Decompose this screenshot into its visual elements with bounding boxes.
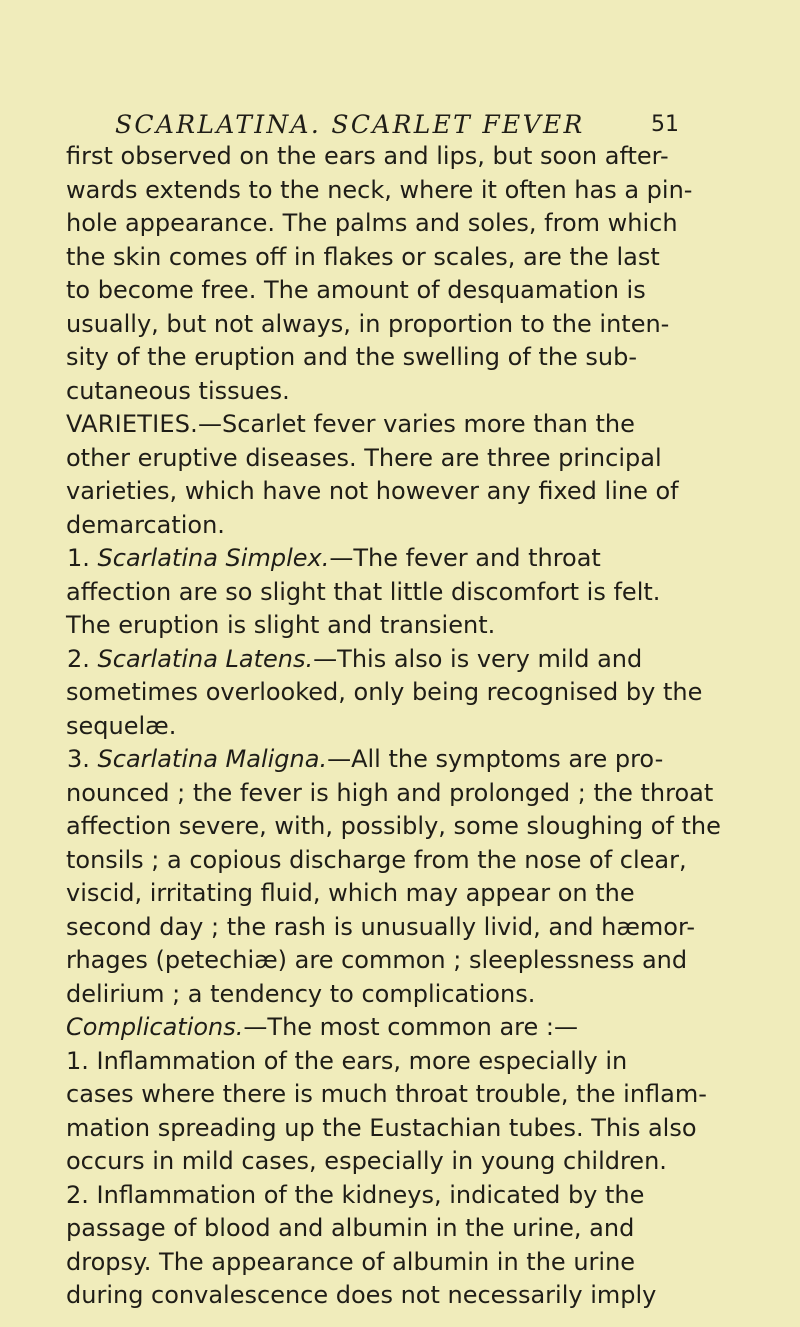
running-head: SCARLATINA. SCARLET FEVER: [115, 110, 585, 139]
text-line: other eruptive diseases. There are three principal: [66, 443, 662, 472]
varieties-label: VARIETIES.: [66, 410, 198, 438]
text-line: the skin comes off in flakes or scales, are the last: [66, 242, 660, 271]
text-line: sity of the eruption and the swelling of the sub-: [66, 343, 638, 371]
text-line: affection severe, with, possibly, some sloughing of the: [66, 812, 721, 840]
text-line: delirium ; a tendency to complications.: [66, 979, 536, 1008]
varieties-heading-line: [66, 408, 712, 442]
maligna-title: Scarlatina Maligna.: [97, 745, 328, 773]
latens-text: —This also is very mild and: [313, 644, 643, 673]
maligna-heading-line: [66, 743, 712, 777]
simplex-heading-line: [66, 542, 712, 576]
text-line: dropsy. The appearance of albumin in the urine: [66, 1247, 636, 1276]
simplex-text: —The fever and throat: [329, 544, 601, 572]
text-line: The eruption is slight and transient.: [66, 611, 496, 639]
text-line: second day ; the rash is unusually livid, and hæmor-: [66, 912, 695, 941]
text-line: viscid, irritating fluid, which may appear on the: [66, 879, 635, 907]
page-number: 51: [651, 112, 679, 137]
text-line: to become free. The amount of desquamation is: [66, 276, 646, 304]
text-line: wards extends to the neck, where it often has a pin-: [66, 175, 693, 204]
text-line: passage of blood and albumin in the urine, and: [66, 1214, 635, 1242]
text-line: sequelæ.: [66, 711, 177, 740]
text-line: nounced ; the fever is high and prolonged ; the throat: [66, 778, 714, 807]
varieties-text: —Scarlet fever varies more than the: [197, 410, 635, 438]
body-text: [66, 140, 721, 1313]
simplex-number: 1.: [67, 544, 90, 572]
text-line: usually, but not always, in proportion to the inten-: [66, 309, 670, 338]
text-line: cutaneous tissues.: [66, 376, 290, 405]
text-line: during convalescence does not necessarily imply: [66, 1281, 657, 1309]
maligna-text: —All the symptoms are pro-: [327, 745, 664, 773]
text-line: cases where there is much throat trouble, the inflam-: [66, 1080, 707, 1108]
complications-heading-line: [66, 1011, 712, 1045]
text-line: 1. Inflammation of the ears, more especially in: [66, 1046, 628, 1075]
text-line: affection are so slight that little discomfort is felt.: [66, 577, 661, 606]
text-line: rhages (petechiæ) are common ; sleeplessness and: [66, 946, 688, 974]
text-line: varieties, which have not however any fixed line of: [66, 477, 679, 505]
latens-heading-line: [66, 643, 712, 677]
page-header: [115, 104, 679, 144]
text-line: tonsils ; a copious discharge from the nose of clear,: [66, 845, 687, 874]
text-line: demarcation.: [66, 510, 225, 539]
text-line: occurs in mild cases, especially in young children.: [66, 1147, 667, 1175]
latens-number: 2.: [67, 644, 90, 673]
text-line: 2. Inflammation of the kidneys, indicated by the: [66, 1180, 645, 1209]
simplex-title: Scarlatina Simplex.: [97, 544, 330, 572]
text-line: first observed on the ears and lips, but soon after-: [66, 142, 669, 170]
text-line: mation spreading up the Eustachian tubes. This also: [66, 1113, 697, 1142]
complications-text: —The most common are :—: [243, 1013, 578, 1041]
latens-title: Scarlatina Latens.: [97, 644, 314, 673]
text-line: sometimes overlooked, only being recognised by the: [66, 678, 703, 706]
complications-title: Complications.: [66, 1013, 244, 1041]
maligna-number: 3.: [67, 745, 90, 773]
text-line: hole appearance. The palms and soles, from which: [66, 209, 678, 237]
